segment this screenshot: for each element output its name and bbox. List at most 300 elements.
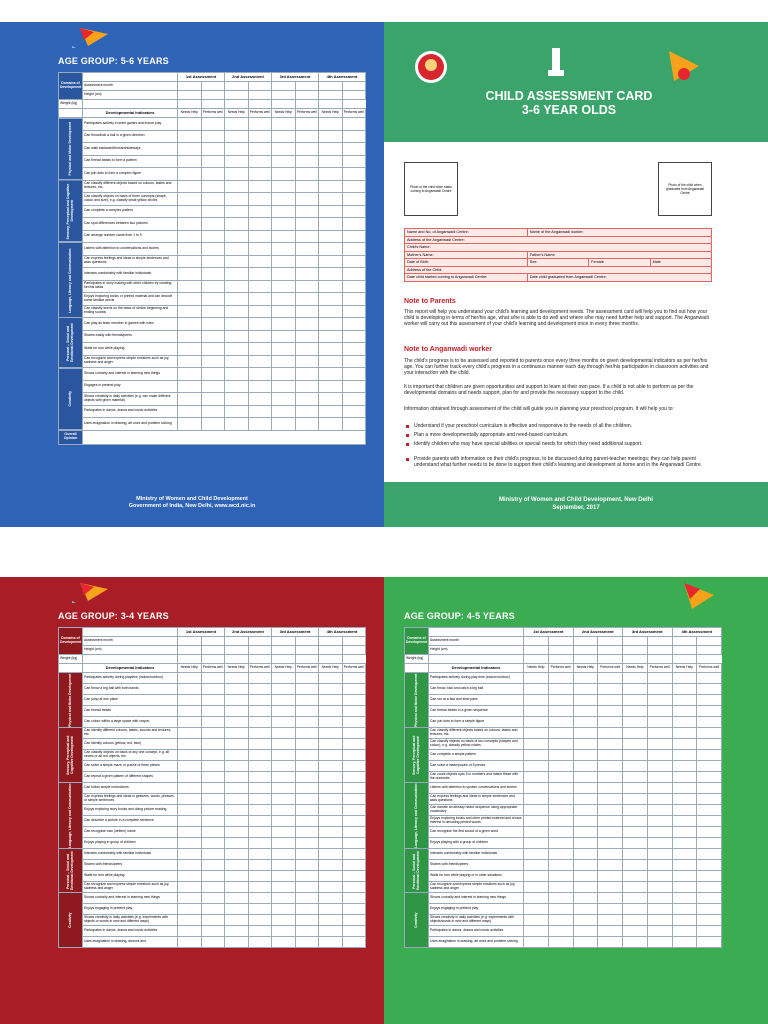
grid-cell[interactable] — [623, 706, 648, 717]
grid-cell[interactable] — [248, 717, 272, 728]
grid-cell[interactable] — [178, 783, 202, 794]
grid-cell[interactable] — [201, 893, 225, 904]
grid-cell[interactable] — [225, 380, 249, 393]
grid-cell[interactable] — [272, 130, 296, 143]
grid-cell[interactable] — [295, 838, 319, 849]
grid-cell[interactable] — [672, 637, 697, 646]
overall-opinion-field[interactable] — [83, 430, 366, 444]
grid-cell[interactable] — [248, 368, 272, 381]
grid-cell[interactable] — [647, 695, 672, 706]
grid-cell[interactable] — [178, 794, 202, 805]
grid-cell[interactable] — [272, 293, 296, 306]
grid-cell[interactable] — [225, 405, 249, 418]
grid-cell[interactable] — [319, 728, 343, 739]
grid-cell[interactable] — [201, 882, 225, 893]
grid-cell[interactable] — [272, 805, 296, 816]
grid-cell[interactable] — [647, 816, 672, 827]
grid-cell[interactable] — [342, 393, 366, 406]
grid-cell[interactable] — [548, 794, 573, 805]
grid-cell[interactable] — [201, 118, 225, 131]
grid-cell[interactable] — [573, 750, 598, 761]
grid-cell[interactable] — [697, 915, 722, 926]
grid-cell[interactable] — [201, 761, 225, 772]
grid-cell[interactable] — [623, 816, 648, 827]
grid-cell[interactable] — [295, 368, 319, 381]
grid-cell[interactable] — [225, 684, 249, 695]
grid-cell[interactable] — [697, 761, 722, 772]
grid-cell[interactable] — [248, 405, 272, 418]
grid-cell[interactable] — [83, 100, 178, 109]
grid-cell[interactable] — [573, 637, 598, 646]
grid-cell[interactable] — [573, 794, 598, 805]
grid-cell[interactable] — [342, 268, 366, 281]
grid-cell[interactable] — [295, 739, 319, 750]
grid-cell[interactable] — [272, 268, 296, 281]
grid-cell[interactable] — [178, 673, 202, 684]
grid-cell[interactable] — [647, 739, 672, 750]
grid-cell[interactable] — [178, 926, 202, 937]
grid-cell[interactable] — [178, 100, 202, 109]
grid-cell[interactable] — [201, 243, 225, 256]
grid-cell[interactable] — [623, 772, 648, 783]
grid-cell[interactable] — [201, 904, 225, 915]
grid-cell[interactable] — [225, 418, 249, 431]
grid-cell[interactable] — [201, 82, 225, 91]
grid-cell[interactable] — [319, 305, 343, 318]
grid-cell[interactable] — [225, 143, 249, 156]
grid-cell[interactable] — [272, 230, 296, 243]
grid-cell[interactable] — [672, 673, 697, 684]
grid-cell[interactable] — [178, 143, 202, 156]
grid-cell[interactable] — [295, 937, 319, 948]
grid-cell[interactable] — [201, 305, 225, 318]
grid-cell[interactable] — [178, 118, 202, 131]
grid-cell[interactable] — [272, 218, 296, 231]
grid-cell[interactable] — [697, 706, 722, 717]
grid-cell[interactable] — [647, 728, 672, 739]
grid-cell[interactable] — [672, 893, 697, 904]
grid-cell[interactable] — [342, 280, 366, 293]
grid-cell[interactable] — [295, 205, 319, 218]
grid-cell[interactable] — [201, 706, 225, 717]
grid-cell[interactable] — [524, 761, 549, 772]
grid-cell[interactable] — [225, 761, 249, 772]
grid-cell[interactable] — [524, 706, 549, 717]
grid-cell[interactable] — [672, 717, 697, 728]
grid-cell[interactable] — [598, 827, 623, 838]
grid-cell[interactable] — [672, 882, 697, 893]
grid-cell[interactable] — [178, 180, 202, 193]
grid-cell[interactable] — [647, 637, 672, 646]
grid-cell[interactable] — [647, 849, 672, 860]
grid-cell[interactable] — [225, 728, 249, 739]
grid-cell[interactable] — [524, 860, 549, 871]
grid-cell[interactable] — [295, 305, 319, 318]
grid-cell[interactable] — [697, 827, 722, 838]
grid-cell[interactable] — [201, 816, 225, 827]
grid-cell[interactable] — [672, 816, 697, 827]
grid-cell[interactable] — [225, 915, 249, 926]
grid-cell[interactable] — [672, 739, 697, 750]
grid-cell[interactable] — [548, 646, 573, 655]
grid-cell[interactable] — [548, 904, 573, 915]
grid-cell[interactable] — [225, 794, 249, 805]
grid-cell[interactable] — [248, 684, 272, 695]
grid-cell[interactable] — [272, 646, 296, 655]
grid-cell[interactable] — [319, 255, 343, 268]
grid-cell[interactable] — [319, 118, 343, 131]
grid-cell[interactable] — [342, 728, 366, 739]
grid-cell[interactable] — [248, 805, 272, 816]
grid-cell[interactable] — [225, 193, 249, 206]
grid-cell[interactable] — [248, 673, 272, 684]
grid-cell[interactable] — [295, 695, 319, 706]
grid-cell[interactable] — [319, 761, 343, 772]
grid-cell[interactable] — [272, 926, 296, 937]
grid-cell[interactable] — [623, 805, 648, 816]
grid-cell[interactable] — [272, 761, 296, 772]
grid-cell[interactable] — [319, 882, 343, 893]
grid-cell[interactable] — [248, 280, 272, 293]
grid-cell[interactable] — [672, 750, 697, 761]
grid-cell[interactable] — [225, 816, 249, 827]
grid-cell[interactable] — [272, 871, 296, 882]
grid-cell[interactable] — [319, 739, 343, 750]
grid-cell[interactable] — [248, 695, 272, 706]
grid-cell[interactable] — [295, 646, 319, 655]
grid-cell[interactable] — [225, 695, 249, 706]
grid-cell[interactable] — [295, 330, 319, 343]
grid-cell[interactable] — [573, 838, 598, 849]
grid-cell[interactable] — [225, 155, 249, 168]
grid-cell[interactable] — [225, 243, 249, 256]
grid-cell[interactable] — [342, 684, 366, 695]
grid-cell[interactable] — [178, 405, 202, 418]
grid-cell[interactable] — [178, 205, 202, 218]
grid-cell[interactable] — [272, 143, 296, 156]
grid-cell[interactable] — [201, 772, 225, 783]
grid-cell[interactable] — [201, 838, 225, 849]
grid-cell[interactable] — [225, 849, 249, 860]
grid-cell[interactable] — [319, 655, 343, 664]
grid-cell[interactable] — [342, 168, 366, 181]
grid-cell[interactable] — [623, 761, 648, 772]
grid-cell[interactable] — [623, 893, 648, 904]
grid-cell[interactable] — [225, 646, 249, 655]
grid-cell[interactable] — [573, 673, 598, 684]
grid-cell[interactable] — [319, 82, 343, 91]
grid-cell[interactable] — [524, 893, 549, 904]
grid-cell[interactable] — [201, 418, 225, 431]
grid-cell[interactable] — [178, 330, 202, 343]
grid-cell[interactable] — [201, 143, 225, 156]
grid-cell[interactable] — [295, 926, 319, 937]
grid-cell[interactable] — [201, 926, 225, 937]
grid-cell[interactable] — [548, 673, 573, 684]
grid-cell[interactable] — [178, 849, 202, 860]
grid-cell[interactable] — [342, 816, 366, 827]
grid-cell[interactable] — [524, 750, 549, 761]
grid-cell[interactable] — [524, 739, 549, 750]
grid-cell[interactable] — [598, 893, 623, 904]
grid-cell[interactable] — [225, 882, 249, 893]
grid-cell[interactable] — [201, 849, 225, 860]
grid-cell[interactable] — [201, 827, 225, 838]
grid-cell[interactable] — [319, 794, 343, 805]
grid-cell[interactable] — [225, 772, 249, 783]
grid-cell[interactable] — [548, 684, 573, 695]
grid-cell[interactable] — [295, 100, 319, 109]
grid-cell[interactable] — [598, 860, 623, 871]
grid-cell[interactable] — [225, 827, 249, 838]
grid-cell[interactable] — [225, 168, 249, 181]
grid-cell[interactable] — [272, 637, 296, 646]
grid-cell[interactable] — [272, 91, 296, 100]
grid-cell[interactable] — [272, 118, 296, 131]
grid-cell[interactable] — [272, 405, 296, 418]
grid-cell[interactable] — [647, 926, 672, 937]
grid-cell[interactable] — [342, 143, 366, 156]
grid-cell[interactable] — [248, 816, 272, 827]
grid-cell[interactable] — [272, 100, 296, 109]
grid-cell[interactable] — [342, 318, 366, 331]
grid-cell[interactable] — [83, 655, 178, 664]
grid-cell[interactable] — [524, 849, 549, 860]
grid-cell[interactable] — [225, 904, 249, 915]
grid-cell[interactable] — [319, 695, 343, 706]
grid-cell[interactable] — [272, 655, 296, 664]
grid-cell[interactable] — [342, 849, 366, 860]
grid-cell[interactable] — [319, 143, 343, 156]
grid-cell[interactable] — [272, 750, 296, 761]
grid-cell[interactable] — [623, 684, 648, 695]
grid-cell[interactable] — [225, 91, 249, 100]
grid-cell[interactable] — [225, 305, 249, 318]
grid-cell[interactable] — [272, 915, 296, 926]
grid-cell[interactable] — [319, 926, 343, 937]
grid-cell[interactable] — [272, 155, 296, 168]
grid-cell[interactable] — [573, 717, 598, 728]
grid-cell[interactable] — [647, 772, 672, 783]
grid-cell[interactable] — [697, 893, 722, 904]
grid-cell[interactable] — [178, 684, 202, 695]
grid-cell[interactable] — [248, 728, 272, 739]
grid-cell[interactable] — [672, 871, 697, 882]
grid-cell[interactable] — [342, 193, 366, 206]
grid-cell[interactable] — [295, 717, 319, 728]
grid-cell[interactable] — [319, 180, 343, 193]
grid-cell[interactable] — [295, 193, 319, 206]
grid-cell[interactable] — [272, 717, 296, 728]
grid-cell[interactable] — [524, 783, 549, 794]
grid-cell[interactable] — [225, 82, 249, 91]
grid-cell[interactable] — [295, 816, 319, 827]
grid-cell[interactable] — [647, 860, 672, 871]
grid-cell[interactable] — [697, 926, 722, 937]
grid-cell[interactable] — [178, 761, 202, 772]
grid-cell[interactable] — [295, 783, 319, 794]
grid-cell[interactable] — [178, 827, 202, 838]
grid-cell[interactable] — [342, 695, 366, 706]
grid-cell[interactable] — [319, 893, 343, 904]
grid-cell[interactable] — [548, 882, 573, 893]
grid-cell[interactable] — [319, 168, 343, 181]
grid-cell[interactable] — [319, 193, 343, 206]
grid-cell[interactable] — [248, 761, 272, 772]
grid-cell[interactable] — [647, 717, 672, 728]
grid-cell[interactable] — [319, 343, 343, 356]
grid-cell[interactable] — [672, 728, 697, 739]
grid-cell[interactable] — [272, 794, 296, 805]
grid-cell[interactable] — [573, 860, 598, 871]
grid-cell[interactable] — [295, 255, 319, 268]
grid-cell[interactable] — [524, 637, 549, 646]
grid-cell[interactable] — [178, 655, 202, 664]
grid-cell[interactable] — [295, 849, 319, 860]
grid-cell[interactable] — [248, 915, 272, 926]
grid-cell[interactable] — [225, 180, 249, 193]
grid-cell[interactable] — [548, 937, 573, 948]
grid-cell[interactable] — [225, 673, 249, 684]
grid-cell[interactable] — [524, 937, 549, 948]
grid-cell[interactable] — [178, 268, 202, 281]
grid-cell[interactable] — [248, 143, 272, 156]
grid-cell[interactable] — [342, 180, 366, 193]
grid-cell[interactable] — [248, 82, 272, 91]
grid-cell[interactable] — [598, 761, 623, 772]
grid-cell[interactable] — [178, 882, 202, 893]
grid-cell[interactable] — [272, 205, 296, 218]
grid-cell[interactable] — [697, 860, 722, 871]
grid-cell[interactable] — [225, 205, 249, 218]
grid-cell[interactable] — [178, 750, 202, 761]
grid-cell[interactable] — [201, 168, 225, 181]
grid-cell[interactable] — [342, 772, 366, 783]
grid-cell[interactable] — [524, 646, 549, 655]
grid-cell[interactable] — [248, 218, 272, 231]
grid-cell[interactable] — [225, 717, 249, 728]
grid-cell[interactable] — [248, 882, 272, 893]
grid-cell[interactable] — [248, 168, 272, 181]
grid-cell[interactable] — [295, 684, 319, 695]
grid-cell[interactable] — [178, 646, 202, 655]
grid-cell[interactable] — [647, 904, 672, 915]
grid-cell[interactable] — [248, 193, 272, 206]
grid-cell[interactable] — [598, 937, 623, 948]
grid-cell[interactable] — [225, 330, 249, 343]
grid-cell[interactable] — [295, 243, 319, 256]
grid-cell[interactable] — [573, 915, 598, 926]
grid-cell[interactable] — [623, 849, 648, 860]
grid-cell[interactable] — [248, 893, 272, 904]
grid-cell[interactable] — [697, 772, 722, 783]
grid-cell[interactable] — [178, 937, 202, 948]
grid-cell[interactable] — [201, 368, 225, 381]
grid-cell[interactable] — [548, 750, 573, 761]
grid-cell[interactable] — [225, 255, 249, 268]
grid-cell[interactable] — [623, 871, 648, 882]
grid-cell[interactable] — [248, 783, 272, 794]
grid-cell[interactable] — [573, 805, 598, 816]
grid-cell[interactable] — [342, 155, 366, 168]
grid-cell[interactable] — [524, 904, 549, 915]
grid-cell[interactable] — [272, 695, 296, 706]
grid-cell[interactable] — [201, 684, 225, 695]
grid-cell[interactable] — [548, 860, 573, 871]
grid-cell[interactable] — [295, 871, 319, 882]
grid-cell[interactable] — [178, 637, 202, 646]
grid-cell[interactable] — [548, 871, 573, 882]
grid-cell[interactable] — [548, 695, 573, 706]
grid-cell[interactable] — [225, 280, 249, 293]
grid-cell[interactable] — [201, 218, 225, 231]
grid-cell[interactable] — [225, 118, 249, 131]
grid-cell[interactable] — [697, 805, 722, 816]
grid-cell[interactable] — [623, 838, 648, 849]
grid-cell[interactable] — [272, 418, 296, 431]
grid-cell[interactable] — [573, 871, 598, 882]
grid-cell[interactable] — [342, 882, 366, 893]
grid-cell[interactable] — [342, 838, 366, 849]
grid-cell[interactable] — [524, 915, 549, 926]
grid-cell[interactable] — [342, 761, 366, 772]
grid-cell[interactable] — [647, 805, 672, 816]
grid-cell[interactable] — [672, 860, 697, 871]
grid-cell[interactable] — [272, 380, 296, 393]
grid-cell[interactable] — [342, 637, 366, 646]
grid-cell[interactable] — [319, 280, 343, 293]
grid-cell[interactable] — [295, 343, 319, 356]
grid-cell[interactable] — [647, 882, 672, 893]
grid-cell[interactable] — [647, 706, 672, 717]
grid-cell[interactable] — [248, 180, 272, 193]
grid-cell[interactable] — [319, 772, 343, 783]
grid-cell[interactable] — [295, 82, 319, 91]
grid-cell[interactable] — [225, 706, 249, 717]
grid-cell[interactable] — [697, 695, 722, 706]
grid-cell[interactable] — [697, 673, 722, 684]
grid-cell[interactable] — [201, 646, 225, 655]
grid-cell[interactable] — [573, 739, 598, 750]
grid-cell[interactable] — [573, 772, 598, 783]
grid-cell[interactable] — [524, 838, 549, 849]
grid-cell[interactable] — [295, 155, 319, 168]
grid-cell[interactable] — [225, 783, 249, 794]
grid-cell[interactable] — [248, 904, 272, 915]
grid-cell[interactable] — [178, 717, 202, 728]
grid-cell[interactable] — [672, 783, 697, 794]
grid-cell[interactable] — [429, 655, 524, 664]
grid-cell[interactable] — [548, 816, 573, 827]
grid-cell[interactable] — [248, 772, 272, 783]
grid-cell[interactable] — [295, 218, 319, 231]
grid-cell[interactable] — [342, 805, 366, 816]
grid-cell[interactable] — [178, 739, 202, 750]
grid-cell[interactable] — [672, 706, 697, 717]
grid-cell[interactable] — [248, 637, 272, 646]
grid-cell[interactable] — [272, 882, 296, 893]
grid-cell[interactable] — [573, 926, 598, 937]
grid-cell[interactable] — [573, 646, 598, 655]
grid-cell[interactable] — [672, 646, 697, 655]
grid-cell[interactable] — [319, 717, 343, 728]
grid-cell[interactable] — [598, 739, 623, 750]
grid-cell[interactable] — [225, 100, 249, 109]
grid-cell[interactable] — [248, 646, 272, 655]
grid-cell[interactable] — [524, 684, 549, 695]
grid-cell[interactable] — [319, 100, 343, 109]
grid-cell[interactable] — [272, 904, 296, 915]
